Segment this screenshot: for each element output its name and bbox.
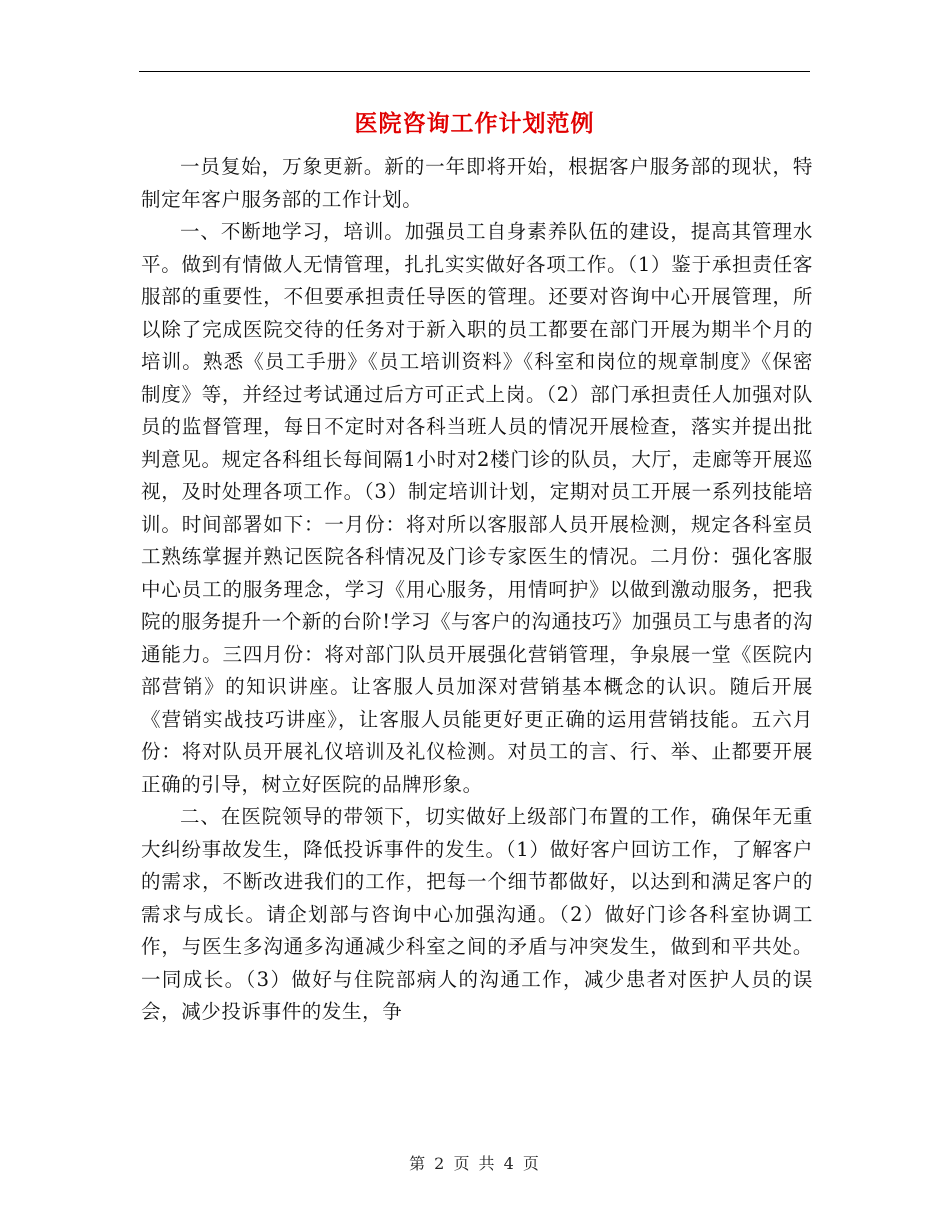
header-rule bbox=[139, 71, 810, 72]
page-footer: 第 2 页 共 4 页 bbox=[409, 1154, 541, 1173]
paragraph-intro: 一员复始，万象更新。新的一年即将开始，根据客户服务部的现状，特制定年客户服务部的工作计划。 bbox=[141, 155, 813, 211]
paragraph-section-2: 二、在医院领导的带领下，切实做好上级部门布置的工作，确保年无重大纠纷事故发生，降低投诉事件的发生。（1）做好客户回访工作，了解客户的需求，不断改进我们的工作，把每一个细节都做好，以达到和满足客户的需求与成长。请企划部与咨询中心加强沟通。（2）做好门诊各科室协调工作，与医生多沟通多沟通减少科室之间的矛盾与冲突发生，做到和平共处。一同成长。（3）做好与住院部病人的沟通工作，减少患者对医护人员的误会，减少投诉事件的发生，争 bbox=[141, 805, 813, 1023]
paragraph-section-1: 一、不断地学习，培训。加强员工自身素养队伍的建设，提高其管理水平。做到有情做人无情管理，扎扎实实做好各项工作。（1）鉴于承担责任客服部的重要性，不但要承担责任导医的管理。还要对咨询中心开展管理，所以除了完成医院交待的任务对于新入职的员工都要在部门开展为期半个月的培训。熟悉《员工手册》《员工培训资料》《科室和岗位的规章制度》《保密制度》等，并经过考试通过后方可正式上岗。（2）部门承担责任人加强对队员的监督管理，每日不定时对各科当班人员的情况开展检查，落实并提出批判意见。规定各科组长每间隔1小时对2楼门诊的队员，大厅，走廊等开展巡视，及时处理各项工作。（3）制定培训计划，定期对员工开展一系列技能培训。时间部署如下：一月份：将对所以客服部人员开展检测，规定各科室员工熟练掌握并熟记医院各科情况及门诊专家医生的情况。二月份：强化客服中心员工的服务理念，学习《用心服务，用情呵护》以做到激动服务，把我院的服务提升一个新的台阶!学习《与客户的沟通技巧》加强员工与患者的沟通能力。三四月份：将对部门队员开展强化营销管理，争泉展一堂《医院内部营销》的知识讲座。让客服人员加深对营销基本概念的认识。随后开展《营销实战技巧讲座》，让客服人员能更好更正确的运用营销技能。五六月份：将对队员开展礼仪培训及礼仪检测。对员工的言、行、举、止都要开展正确的引导，树立好医院的品牌形象。 bbox=[141, 220, 813, 796]
document-body bbox=[141, 151, 813, 1029]
document-title: 医院咨询工作计划范例 bbox=[354, 110, 595, 137]
